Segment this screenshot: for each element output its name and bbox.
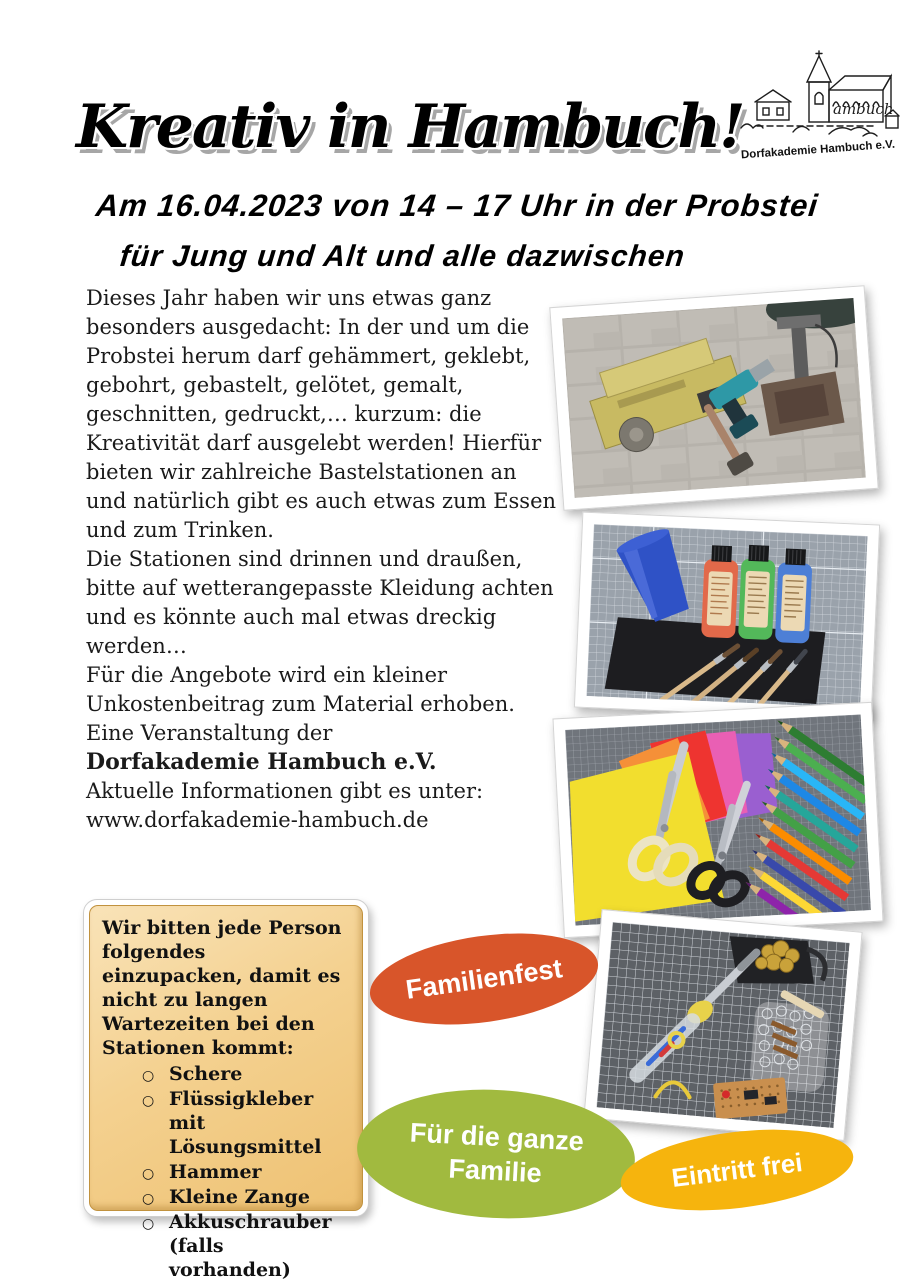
soldering-photo-illustration [596, 922, 849, 1128]
packing-intro: Wir bitten jede Person folgendes einzupacken, damit es nicht zu langen Wartezeiten bei den Stationen kommt: [102, 917, 342, 1059]
paints-photo-illustration [586, 524, 867, 708]
photo-tools [549, 285, 878, 511]
logo-caption: Dorfakademie Hambuch e.V. [740, 138, 896, 162]
packing-list [102, 1062, 352, 1282]
page-title: Kreativ in Hambuch! [76, 92, 744, 163]
badge-ganze-familie: Für die ganze Familie [354, 1083, 638, 1225]
badge-eintritt-frei: Eintritt frei [616, 1118, 858, 1222]
website-url: www.dorfakademie-hambuch.de [86, 808, 429, 832]
photo-crafts [552, 702, 883, 938]
crafts-photo-illustration [565, 714, 871, 925]
packing-item: ○ Kleine Zange [142, 1185, 352, 1209]
photo-soldering [583, 909, 862, 1141]
tools-photo-illustration [562, 298, 866, 498]
church-icon [733, 50, 901, 146]
org-logo [733, 50, 903, 172]
packing-item: ○ Hammer [142, 1160, 352, 1184]
packing-item: ○ Akkuschrauber (falls vorhanden) [142, 1210, 352, 1282]
organizer-name: Dorfakademie Hambuch e.V. [86, 749, 437, 775]
packing-item: ○ Flüssigkleber mit Lösungsmittel [142, 1087, 352, 1159]
event-date-line: Am 16.04.2023 von 14 – 17 Uhr in der Probstei [94, 188, 821, 223]
organizer-lead: Eine Veranstaltung der [86, 721, 333, 745]
logo-church-label: ambuch [833, 100, 894, 118]
cost-paragraph: Für die Angebote wird ein kleiner Unkostenbeitrag zum Material erhoben. [86, 663, 515, 716]
photo-paints [574, 512, 880, 721]
packing-info-box [83, 899, 369, 1281]
badge-familienfest: Familienfest [364, 920, 604, 1037]
packing-item: ○ Schere [142, 1062, 352, 1086]
stations-paragraph: Die Stationen sind drinnen und draußen, bitte auf wetterangepasste Kleidung achten und es könnte auch mal etwas dreckig werden… [86, 547, 554, 658]
body-text [86, 284, 560, 835]
event-audience-line: für Jung und Alt und alle dazwischen [118, 240, 687, 273]
intro-paragraph: Dieses Jahr haben wir uns etwas ganz besonders ausgedacht: In der und um die Probstei herum darf gehämmert, geklebt, gebohrt, gebastelt, gelötet, gemalt, geschnitten, gedruckt,… kurzum: die Kreativität darf ausgelebt werden! Hierfür bieten wir zahlreiche Bastelstationen an und natürlich gibt es auch etwas zum Essen und zum Trinken. [86, 286, 557, 542]
info-lead: Aktuelle Informationen gibt es unter: [86, 779, 484, 803]
